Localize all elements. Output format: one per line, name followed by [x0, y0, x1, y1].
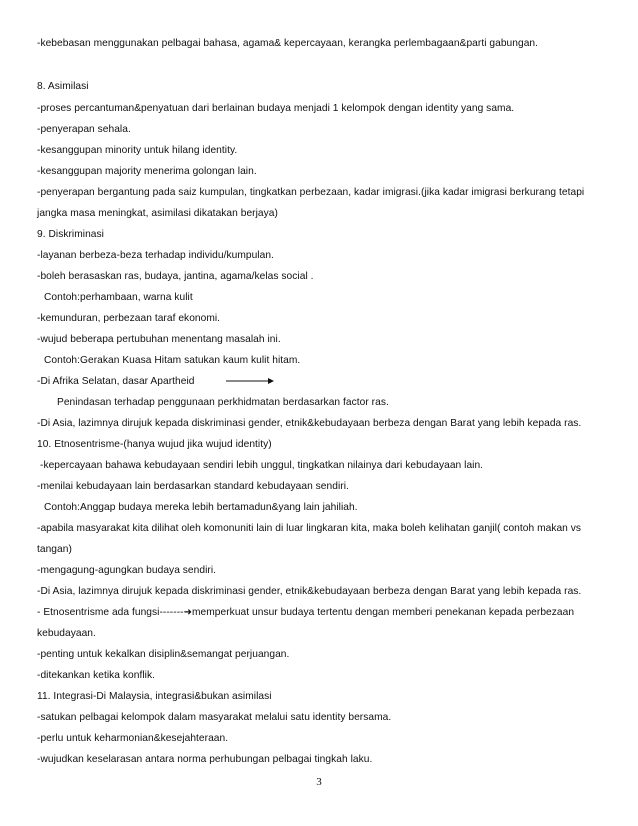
- text-line: -layanan berbeza-beza terhadap individu/kumpulan.: [37, 250, 274, 261]
- text-line: -penyerapan sehala.: [37, 124, 131, 135]
- text-line: -proses percantuman&penyatuan dari berlainan budaya menjadi 1 kelompok dengan identity yang sama.: [37, 103, 515, 114]
- text-line: -kesanggupan minority untuk hilang identity.: [37, 145, 238, 156]
- text-line: kebudayaan.: [37, 628, 96, 639]
- example-line: Contoh:perhambaan, warna kulit: [44, 292, 193, 303]
- text-line: -mengagung-agungkan budaya sendiri.: [37, 565, 217, 576]
- fungsi-label: - Etnosentrisme ada fungsi-------: [37, 607, 184, 618]
- text-line: -satukan pelbagai kelompok dalam masyarakat melalui satu identity bersama.: [37, 712, 392, 723]
- text-line: -kesanggupan majority menerima golongan lain.: [37, 166, 257, 177]
- text-line: -kemunduran, perbezaan taraf ekonomi.: [37, 313, 221, 324]
- text-line: -menilai kebudayaan lain berdasarkan standard kebudayaan sendiri.: [37, 481, 349, 492]
- text-line: -Di Asia, lazimnya dirujuk kepada diskriminasi gender, etnik&kebudayaan berbeza dengan Barat yang lebih kepada ras.: [37, 418, 582, 429]
- fungsi-text: memperkuat unsur budaya tertentu dengan memberi penekanan kepada perbezaan: [192, 607, 575, 618]
- text-line: tangan): [37, 544, 72, 555]
- section-heading-etnosentrisme: 10. Etnosentrisme-(hanya wujud jika wujud identity): [37, 439, 272, 450]
- text-line: -perlu untuk keharmonian&kesejahteraan.: [37, 733, 229, 744]
- arrow-right-icon: ➜: [183, 607, 193, 618]
- section-heading-asimilasi: 8. Asimilasi: [37, 81, 89, 92]
- section-heading-integrasi: 11. Integrasi-Di Malaysia, integrasi&bukan asimilasi: [37, 691, 272, 702]
- text-line: -wujud beberapa pertubuhan menentang masalah ini.: [37, 334, 281, 345]
- text-line: -wujudkan keselarasan antara norma perhubungan pelbagai tingkah laku.: [37, 754, 373, 765]
- text-line: -penyerapan bergantung pada saiz kumpulan, tingkatkan perbezaan, kadar imigrasi.(jika kadar imigrasi berkurang tetapi: [37, 187, 585, 198]
- text-line: -kepercayaan bahawa kebudayaan sendiri lebih unggul, tingkatkan nilainya dari kebudayaan lain.: [40, 460, 484, 471]
- section-heading-diskriminasi: 9. Diskriminasi: [37, 229, 104, 240]
- example-line: Contoh:Anggap budaya mereka lebih bertamadun&yang lain jahiliah.: [44, 502, 358, 513]
- arrow-right-icon: [226, 377, 274, 385]
- text-line: -kebebasan menggunakan pelbagai bahasa, agama& kepercayaan, kerangka perlembagaan&parti gabungan.: [37, 38, 539, 49]
- text-line: -boleh berasaskan ras, budaya, jantina, agama/kelas social .: [37, 271, 314, 282]
- text-line: -penting untuk kekalkan disiplin&semangat perjuangan.: [37, 649, 290, 660]
- text-line: jangka masa meningkat, asimilasi dikatakan berjaya): [37, 208, 278, 219]
- text-line: Penindasan terhadap penggunaan perkhidmatan berdasarkan factor ras.: [57, 397, 389, 408]
- text-line: -apabila masyarakat kita dilihat oleh komonuniti lain di luar lingkaran kita, maka boleh kelihatan ganjil( contoh makan vs: [37, 523, 582, 534]
- text-line-with-arrow: [37, 607, 608, 619]
- page-number: 3: [316, 776, 322, 788]
- text-line: -Di Asia, lazimnya dirujuk kepada diskriminasi gender, etnik&kebudayaan berbeza dengan Barat yang lebih kepada ras.: [37, 586, 582, 597]
- example-line: Contoh:Gerakan Kuasa Hitam satukan kaum kulit hitam.: [44, 355, 301, 366]
- text-line: -ditekankan ketika konflik.: [37, 670, 155, 681]
- text-line: -Di Afrika Selatan, dasar Apartheid: [37, 376, 195, 387]
